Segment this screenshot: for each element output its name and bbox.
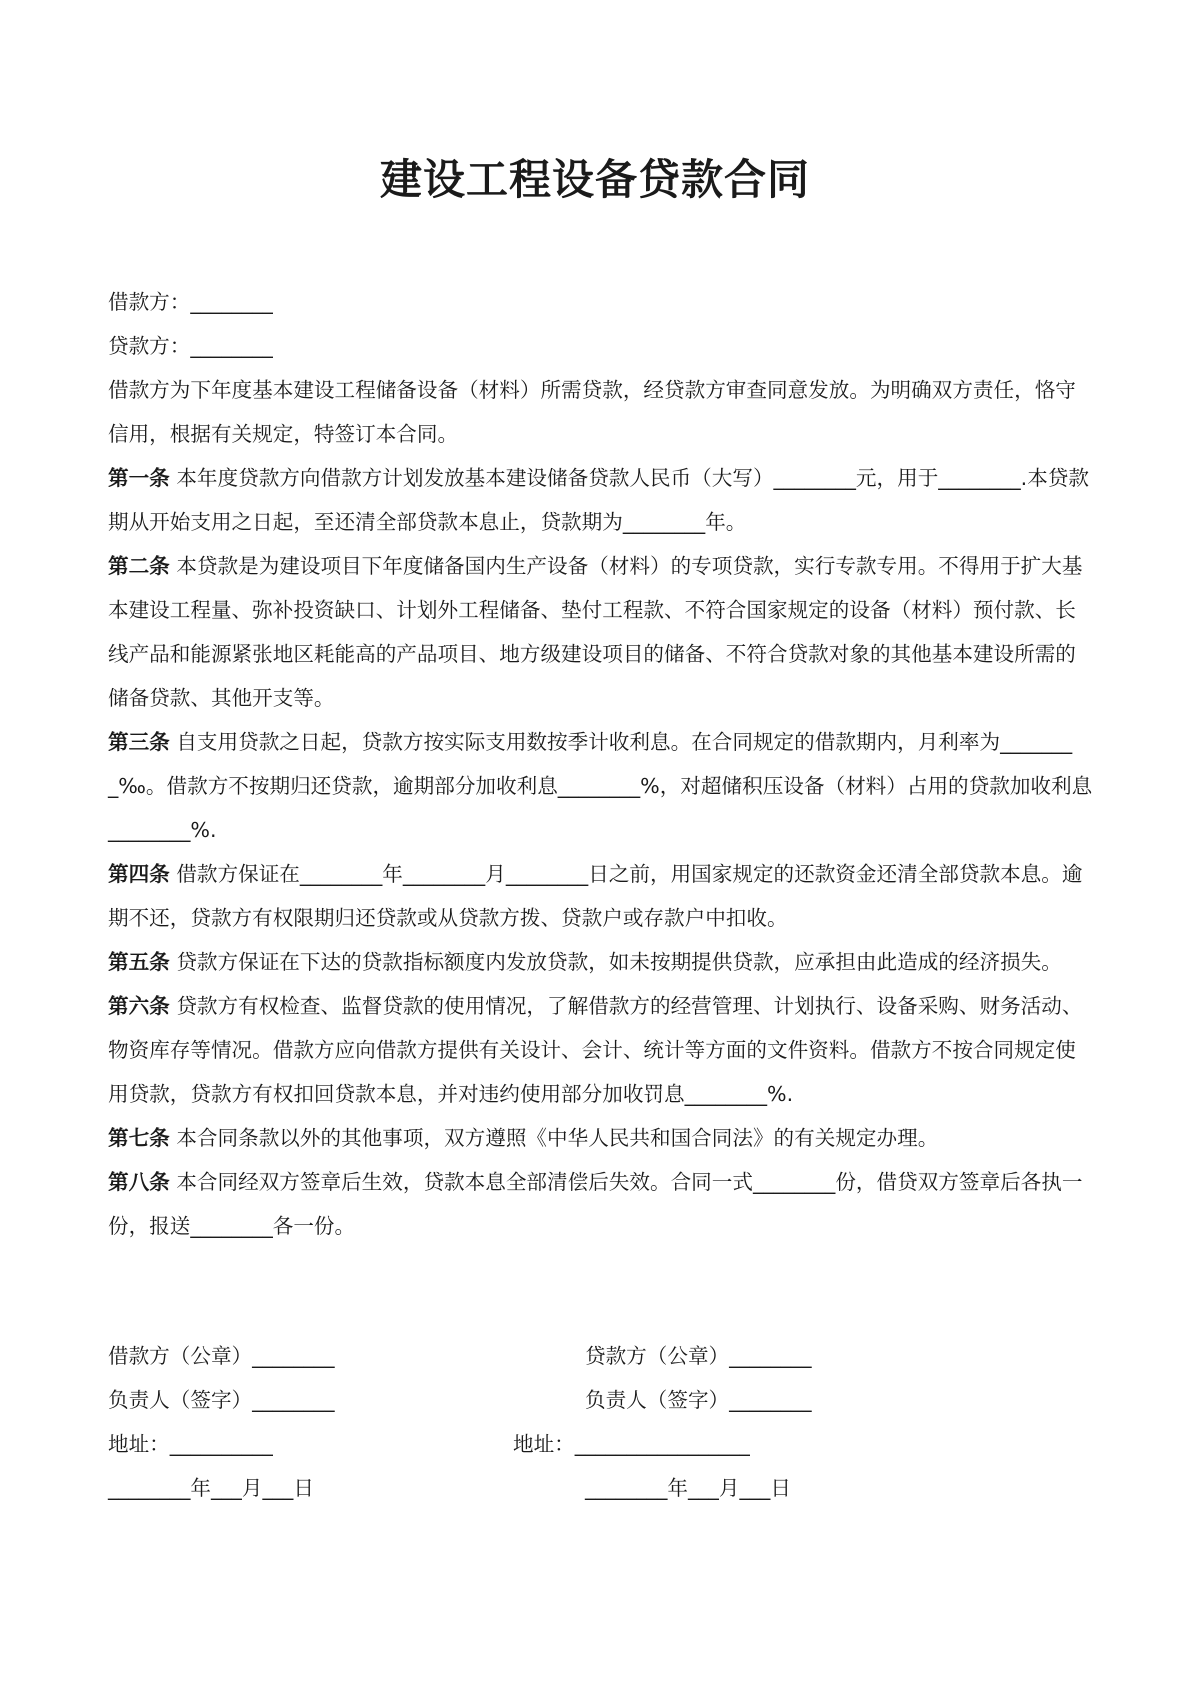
article-6: [108, 984, 1093, 1116]
contract-body: [108, 280, 1093, 1248]
article-3: [108, 720, 1093, 852]
borrower-line: 借款方：________: [108, 290, 273, 314]
article-text: 本贷款是为建设项目下年度储备国内生产设备（材料）的专项贷款，实行专款专用。不得用于扩大基本建设工程量、弥补投资缺口、计划外工程储备、垫付工程款、不符合国家规定的设备（材料）预付款、长线产品和能源紧张地区耗能高的产品项目、地方级建设项目的储备、不符合贷款对象的其他基本建设所需的储备贷款、其他开支等。: [108, 554, 1083, 710]
article-text: 贷款方保证在下达的贷款指标额度内发放贷款，如未按期提供贷款，应承担由此造成的经济损失。: [169, 950, 1062, 974]
lender-seal: 贷款方（公章）________: [585, 1344, 812, 1368]
borrower-person-signature: 负责人（签字）________: [108, 1388, 335, 1412]
article-7: [108, 1116, 1093, 1160]
article-label: 第四条: [108, 862, 170, 886]
lender-person-signature: 负责人（签字）________: [585, 1388, 812, 1412]
article-8: [108, 1160, 1093, 1248]
article-label: 第七条: [108, 1126, 170, 1150]
article-5: [108, 940, 1093, 984]
article-2: [108, 544, 1093, 720]
lender-date: ________年___月___日: [585, 1476, 791, 1500]
article-label: 第六条: [108, 994, 170, 1018]
preamble: 借款方为下年度基本建设工程储备设备（材料）所需贷款，经贷款方审查同意发放。为明确双方责任，恪守信用，根据有关规定，特签订本合同。: [108, 378, 1076, 446]
article-label: 第二条: [108, 554, 170, 578]
lender-address: 地址：_________________: [513, 1432, 750, 1456]
borrower-seal: 借款方（公章）________: [108, 1344, 335, 1368]
article-text: 自支用贷款之日起，贷款方按实际支用数按季计收利息。在合同规定的借款期内，月利率为________‰。借款方不按期归还贷款，逾期部分加收利息________%，对超储积压设备（材料）占用的贷款加收利息________%.: [108, 730, 1093, 842]
article-label: 第一条: [108, 466, 170, 490]
borrower-address: 地址：__________: [108, 1432, 273, 1456]
borrower-date: ________年___月___日: [108, 1476, 314, 1500]
article-label: 第八条: [108, 1170, 170, 1194]
lender-line: 贷款方：________: [108, 334, 273, 358]
article-text: 借款方保证在________年________月________日之前，用国家规定的还款资金还清全部贷款本息。逾期不还，贷款方有权限期归还贷款或从贷款方拨、贷款户或存款户中扣收。: [108, 862, 1083, 930]
article-text: 本合同经双方签章后生效，贷款本息全部清偿后失效。合同一式________份，借贷双方签章后各执一份，报送________各一份。: [108, 1170, 1083, 1238]
article-text: 本合同条款以外的其他事项，双方遵照《中华人民共和国合同法》的有关规定办理。: [169, 1126, 939, 1150]
article-label: 第三条: [108, 730, 170, 754]
article-4: [108, 852, 1093, 940]
article-text: 贷款方有权检查、监督贷款的使用情况，了解借款方的经营管理、计划执行、设备采购、财务活动、物资库存等情况。借款方应向借款方提供有关设计、会计、统计等方面的文件资料。借款方不按合同规定使用贷款，贷款方有权扣回贷款本息，并对违约使用部分加收罚息________%.: [108, 994, 1083, 1106]
article-1: [108, 456, 1093, 544]
article-label: 第五条: [108, 950, 170, 974]
article-text: 本年度贷款方向借款方计划发放基本建设储备贷款人民币（大写）________元，用于________.本贷款期从开始支用之日起，至还清全部贷款本息止，贷款期为________年。: [108, 466, 1089, 534]
document-title: 建设工程设备贷款合同: [379, 155, 810, 204]
